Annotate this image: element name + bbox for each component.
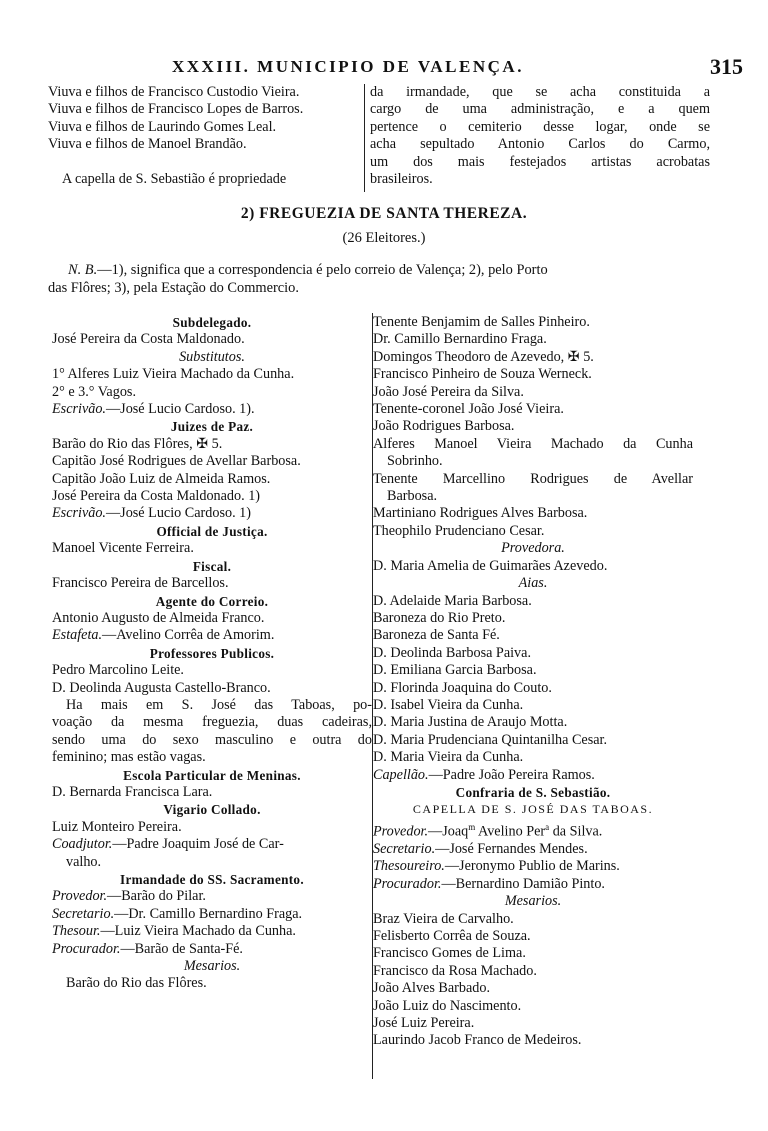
- role-name: —Joaq: [428, 823, 469, 840]
- text-line: acha sepultado Antonio Carlos do Carmo,: [370, 136, 710, 153]
- note-line: feminino; mas estão vagas.: [52, 749, 206, 766]
- entry: [373, 819, 693, 841]
- entry: Alferes Manoel Vieira Machado da Cunha: [373, 435, 693, 452]
- role-label: Thesoureiro.: [373, 858, 445, 875]
- entry: Barbosa.: [387, 488, 438, 505]
- heading-confraria: Confraria de S. Sebastião.: [455, 784, 611, 800]
- entry: João José Pereira da Silva.: [373, 383, 524, 400]
- entry: João Rodrigues Barbosa.: [373, 418, 515, 435]
- entry: Francisco Pinheiro de Souza Werneck.: [373, 366, 592, 383]
- text-line: pertence o cemiterio desse logar, onde se: [370, 118, 710, 135]
- note-text: —1), significa que a correspondencia é pelo correio de Valença; 2), pelo Porto: [97, 262, 548, 278]
- heading-vigario: Vigario Collado.: [163, 802, 261, 818]
- role-label: Capellão.: [373, 766, 429, 783]
- role-name: —José Fernandes Mendes.: [435, 840, 588, 857]
- text-line: cargo de uma administração, e a quem: [370, 101, 710, 118]
- heading-juizes: Juizes de Paz.: [170, 419, 254, 435]
- text-line: Viuva e filhos de Manoel Brandão.: [48, 136, 247, 153]
- entry: Baroneza de Santa Fé.: [373, 627, 500, 644]
- role-name: —José Lucio Cardoso. 1): [105, 505, 251, 522]
- entry: Capitão João Luiz de Almeida Ramos.: [52, 470, 271, 487]
- note-line: das Flôres; 3), pela Estação do Commercio.: [48, 280, 299, 296]
- entry: valho.: [66, 853, 102, 870]
- left-column: [52, 314, 372, 993]
- text-line: Viuva e filhos de Francisco Lopes de Barros.: [48, 101, 304, 118]
- entry: [373, 841, 693, 858]
- text-line: Viuva e filhos de Laurindo Gomes Leal.: [48, 118, 277, 135]
- heading-professores: Professores Publicos.: [149, 645, 275, 661]
- entry: 2° e 3.° Vagos.: [52, 383, 136, 400]
- role-label: Escrivão.: [52, 401, 106, 418]
- page-number: 315: [710, 54, 743, 79]
- entry: Tenente-coronel João José Vieira.: [373, 401, 564, 418]
- role-name: —Dr. Camillo Bernardino Fraga.: [114, 905, 303, 922]
- role-label: Secretario.: [373, 840, 436, 857]
- entry: Francisco Gomes de Lima.: [373, 945, 526, 962]
- entry: Antonio Augusto de Almeida Franco.: [52, 609, 265, 626]
- entry: D. Florinda Joaquina do Couto.: [373, 679, 552, 696]
- entry: João Luiz do Nascimento.: [373, 997, 522, 1014]
- column-rule: [364, 84, 365, 192]
- text-line: [48, 171, 364, 188]
- entry: D. Deolinda Augusta Castello-Branco.: [52, 679, 271, 696]
- header-title: XXXIII. MUNICIPIO DE VALENÇA.: [172, 57, 524, 76]
- heading-provedora: Provedora.: [501, 540, 565, 557]
- entry: D. Adelaide Maria Barbosa.: [373, 592, 532, 609]
- entry: Tenente Marcellino Rodrigues de Avellar: [373, 470, 693, 487]
- entry: D. Deolinda Barbosa Paiva.: [373, 644, 531, 661]
- section-electors: (26 Eleitores.): [342, 230, 426, 246]
- nota-bene: [48, 261, 712, 297]
- entry: Theophilo Prudenciano Cesar.: [373, 522, 545, 539]
- entry: [52, 941, 372, 958]
- running-header: [0, 54, 768, 81]
- entry: [52, 401, 372, 418]
- entry: Capitão José Rodrigues de Avellar Barbosa.: [52, 453, 301, 470]
- entry: José Pereira da Costa Maldonado.: [52, 331, 245, 348]
- entry: Martiniano Rodrigues Alves Barbosa.: [373, 505, 588, 522]
- heading-official: Official de Justiça.: [156, 523, 268, 539]
- entry: Pedro Marcolino Leite.: [52, 662, 184, 679]
- entry: [373, 767, 693, 784]
- heading-aias: Aias.: [518, 575, 548, 592]
- superscript: a: [545, 821, 550, 832]
- entry: Francisco Pereira de Barcellos.: [52, 575, 229, 592]
- role-name: —Padre Joaquim José de Car-: [112, 836, 284, 853]
- entry: Luiz Monteiro Pereira.: [52, 818, 182, 835]
- right-column: [373, 314, 693, 1050]
- entry: Domingos Theodoro de Azevedo, ✠ 5.: [373, 348, 594, 365]
- heading-mesarios: Mesarios.: [504, 893, 562, 910]
- role-label: Procurador.: [52, 940, 121, 957]
- entry: Barão do Rio das Flôres, ✠ 5.: [52, 435, 223, 452]
- heading-irmandade: Irmandade do SS. Sacramento.: [120, 872, 304, 887]
- entry: [52, 888, 372, 905]
- entry: D. Maria Vieira da Cunha.: [373, 749, 524, 766]
- entry: [52, 923, 372, 940]
- entry: [373, 876, 693, 893]
- section-title: 2) FREGUEZIA DE SANTA THEREZA.: [240, 205, 528, 222]
- top-left-column: [48, 84, 364, 188]
- heading-subdelegado: Subdelegado.: [172, 315, 252, 330]
- heading-fiscal: Fiscal.: [192, 558, 232, 574]
- entry: Laurindo Jacob Franco de Medeiros.: [373, 1032, 582, 1049]
- note-prefix: N. B.: [68, 262, 98, 278]
- note-line: sendo uma do sexo masculino e outra do: [52, 731, 372, 748]
- role-label: Coadjutor.: [52, 836, 113, 853]
- role-label: Provedor.: [373, 823, 429, 840]
- entry: [52, 836, 372, 853]
- role-name: —Avelino Corrêa de Amorim.: [102, 627, 275, 644]
- role-label: Procurador.: [373, 875, 442, 892]
- entry: 1° Alferes Luiz Vieira Machado da Cunha.: [52, 366, 295, 383]
- role-name: da Silva.: [549, 823, 603, 840]
- entry: D. Bernarda Francisca Lara.: [52, 783, 213, 800]
- entry: Tenente Benjamim de Salles Pinheiro.: [373, 314, 590, 330]
- entry: Braz Vieira de Carvalho.: [373, 910, 514, 927]
- entry: Sobrinho.: [387, 453, 443, 470]
- note-line: voação da mesma freguezia, duas cadeiras,: [52, 714, 372, 731]
- entry: D. Emiliana Garcia Barbosa.: [373, 662, 537, 679]
- text-line: um dos mais festejados artistas acrobatas: [370, 153, 710, 170]
- note-line: Ha mais em S. José das Taboas, po-: [66, 696, 372, 713]
- entry: D. Maria Justina de Araujo Motta.: [373, 714, 568, 731]
- role-name: —Bernardino Damião Pinto.: [441, 875, 605, 892]
- entry: Barão do Rio das Flôres.: [66, 975, 207, 992]
- entry: D. Isabel Vieira da Cunha.: [373, 696, 524, 713]
- subheading-capella: CAPELLA DE S. JOSÉ DAS TABOAS.: [412, 802, 654, 817]
- entry: D. Maria Prudenciana Quintanilha Cesar.: [373, 731, 608, 748]
- entry: José Pereira da Costa Maldonado. 1): [52, 488, 261, 505]
- role-label: Escrivão.: [52, 505, 106, 522]
- entry: [52, 906, 372, 923]
- role-label: Provedor.: [52, 888, 108, 905]
- entry: Francisco da Rosa Machado.: [373, 962, 537, 979]
- entry: Manoel Vicente Ferreira.: [52, 540, 194, 557]
- heading-substitutos: Substitutos.: [179, 348, 245, 365]
- superscript: m: [468, 821, 476, 832]
- role-label: Secretario.: [52, 905, 115, 922]
- role-name: —Luiz Vieira Machado da Cunha.: [100, 923, 296, 940]
- role-name: —Barão de Santa-Fé.: [120, 940, 243, 957]
- capella-line: A capella de S. Sebastião é propriedade: [62, 170, 287, 187]
- entry: [373, 858, 693, 875]
- top-right-column: [370, 84, 710, 188]
- role-name: —Barão do Pilar.: [107, 888, 206, 905]
- role-name: —Padre João Pereira Ramos.: [428, 766, 595, 783]
- text-line: da irmandade, que se acha constituida a: [370, 84, 710, 100]
- entry: João Alves Barbado.: [373, 980, 491, 997]
- role-label: Estafeta.: [52, 627, 103, 644]
- role-label: Thesour.: [52, 923, 101, 940]
- entry: Felisberto Corrêa de Souza.: [373, 927, 531, 944]
- entry: D. Maria Amelia de Guimarães Azevedo.: [373, 557, 608, 574]
- entry: José Luiz Pereira.: [373, 1014, 475, 1031]
- role-name: —Jeronymo Publio de Marins.: [444, 858, 620, 875]
- text-line: Viuva e filhos de Francisco Custodio Vieira.: [48, 84, 300, 100]
- note-line: [48, 261, 712, 279]
- entry: [52, 505, 372, 522]
- entry: [52, 627, 372, 644]
- entry: Dr. Camillo Bernardino Fraga.: [373, 331, 547, 348]
- role-name: —José Lucio Cardoso. 1).: [105, 401, 255, 418]
- role-name: Avelino Per: [475, 823, 546, 840]
- heading-mesarios: Mesarios.: [183, 958, 241, 975]
- heading-escola: Escola Particular de Meninas.: [123, 767, 301, 783]
- entry: Baroneza do Rio Preto.: [373, 609, 506, 626]
- text-line: brasileiros.: [370, 171, 433, 188]
- heading-agente: Agente do Correio.: [155, 593, 269, 609]
